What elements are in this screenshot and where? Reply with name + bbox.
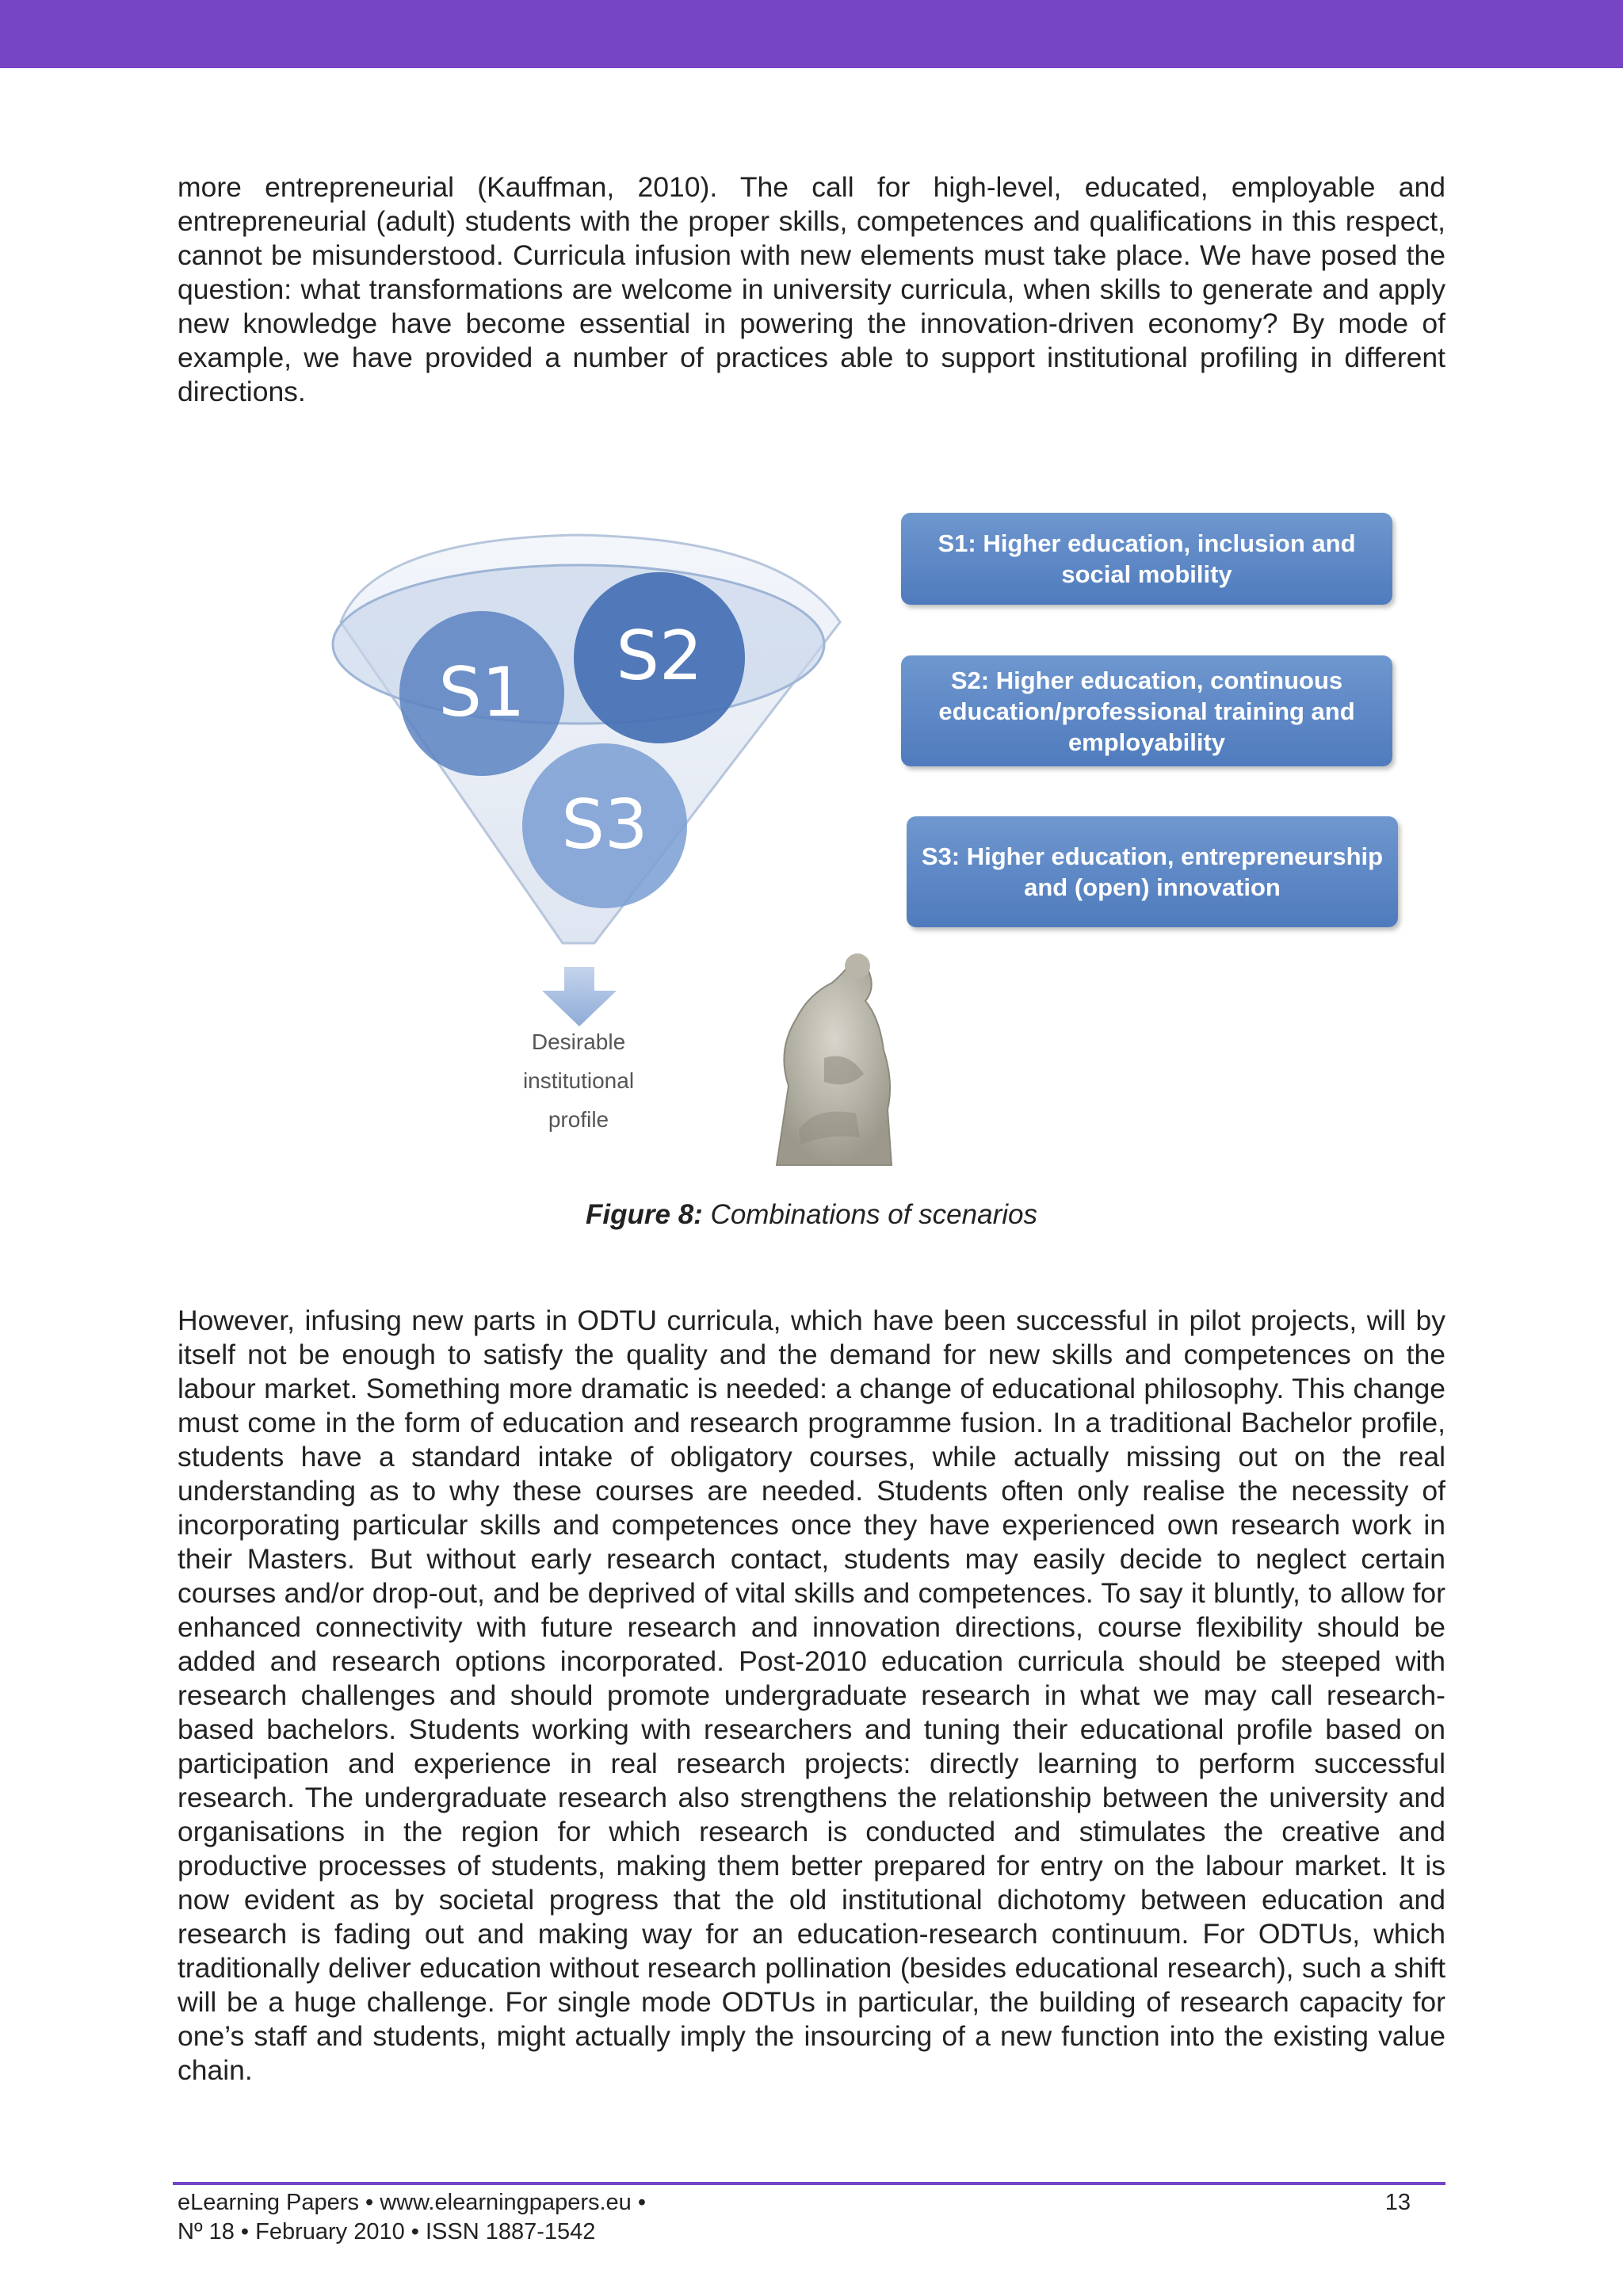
scenario-box-s1: S1: Higher education, inclusion and social mobility bbox=[901, 513, 1392, 605]
scenario-box-s2: S2: Higher education, continuous education/professional training and employability bbox=[901, 655, 1392, 766]
header-bar bbox=[0, 0, 1623, 68]
circle-s1-label: S1 bbox=[438, 653, 525, 732]
figure-scenarios bbox=[301, 503, 1411, 1177]
footer-publication-line: eLearning Papers • www.elearningpapers.eu • bbox=[178, 2190, 647, 2215]
circle-s2-label: S2 bbox=[616, 617, 703, 696]
body-paragraph-1: more entrepreneurial (Kauffman, 2010). The call for high-level, educated, employable and entrepreneurial (adult) students with the proper skills, competences and qualifications in this respect, cannot be misunderstood. Curricula infusion with new elements must take place. We have posed the question: what transformations are welcome in university curricula, when skills to generate and apply new knowledge have become essential in powering the innovation-driven economy? By mode of example, we have provided a number of practices able to support institutional profiling in different directions. bbox=[178, 171, 1445, 407]
down-arrow-icon bbox=[542, 967, 617, 1026]
circle-s3-label: S3 bbox=[561, 785, 648, 865]
figure-caption bbox=[0, 1199, 1623, 1231]
profile-label: Desirable institutional profile bbox=[522, 1030, 635, 1132]
thinker-sculpture-image bbox=[777, 953, 892, 1165]
scenario-box-s3: S3: Higher education, entrepreneurship and (open) innovation bbox=[907, 816, 1398, 927]
footer-issue-line: Nº 18 • February 2010 • ISSN 1887-1542 bbox=[178, 2219, 596, 2244]
page-number: 13 bbox=[1384, 2190, 1411, 2215]
footer-rule bbox=[173, 2182, 1445, 2185]
caption-label: Figure 8: bbox=[586, 1199, 703, 1230]
caption-text: Combinations of scenarios bbox=[702, 1199, 1037, 1230]
body-paragraph-2: However, infusing new parts in ODTU curricula, which have been successful in pilot projects, will by itself not be enough to satisfy the quality and the demand for new skills and competences on the labour market. Something more dramatic is needed: a change of educational philosophy. This change must come in the form of education and research programme fusion. In a traditional Bachelor profile, students have a standard intake of obligatory courses, while actually missing out on the real understanding as to why these courses are needed. Students often only realise the necessity of incorporating particular skills and competences once they have experienced own research work in their Masters. But without early research contact, students may easily decide to neglect certain courses and/or drop-out, and be deprived of vital skills and competences. To say it bluntly, to allow for enhanced connectivity with future research and innovation directions, course flexibility should be added and research options incorporated. Post-2010 education curricula should be steeped with research challenges and should promote undergraduate research in what we may call research-based bachelors. Students working with researchers and tuning their educational profile based on participation and experience in real research projects: directly learning to perform successful research. The undergraduate research also strengthens the relationship between the university and organisations in the region for which research is conducted and stimulates the creative and productive processes of students, making them better prepared for entry on the labour market. It is now evident as by societal progress that the old institutional dichotomy between education and research is fading out and making way for an education-research continuum. For ODTUs, which traditionally deliver education without research pollination (besides educational research), such a shift will be a huge challenge. For single mode ODTUs in particular, the building of research capacity for one’s staff and students, might actually imply the insourcing of a new function into the existing value chain. bbox=[178, 1305, 1445, 2086]
